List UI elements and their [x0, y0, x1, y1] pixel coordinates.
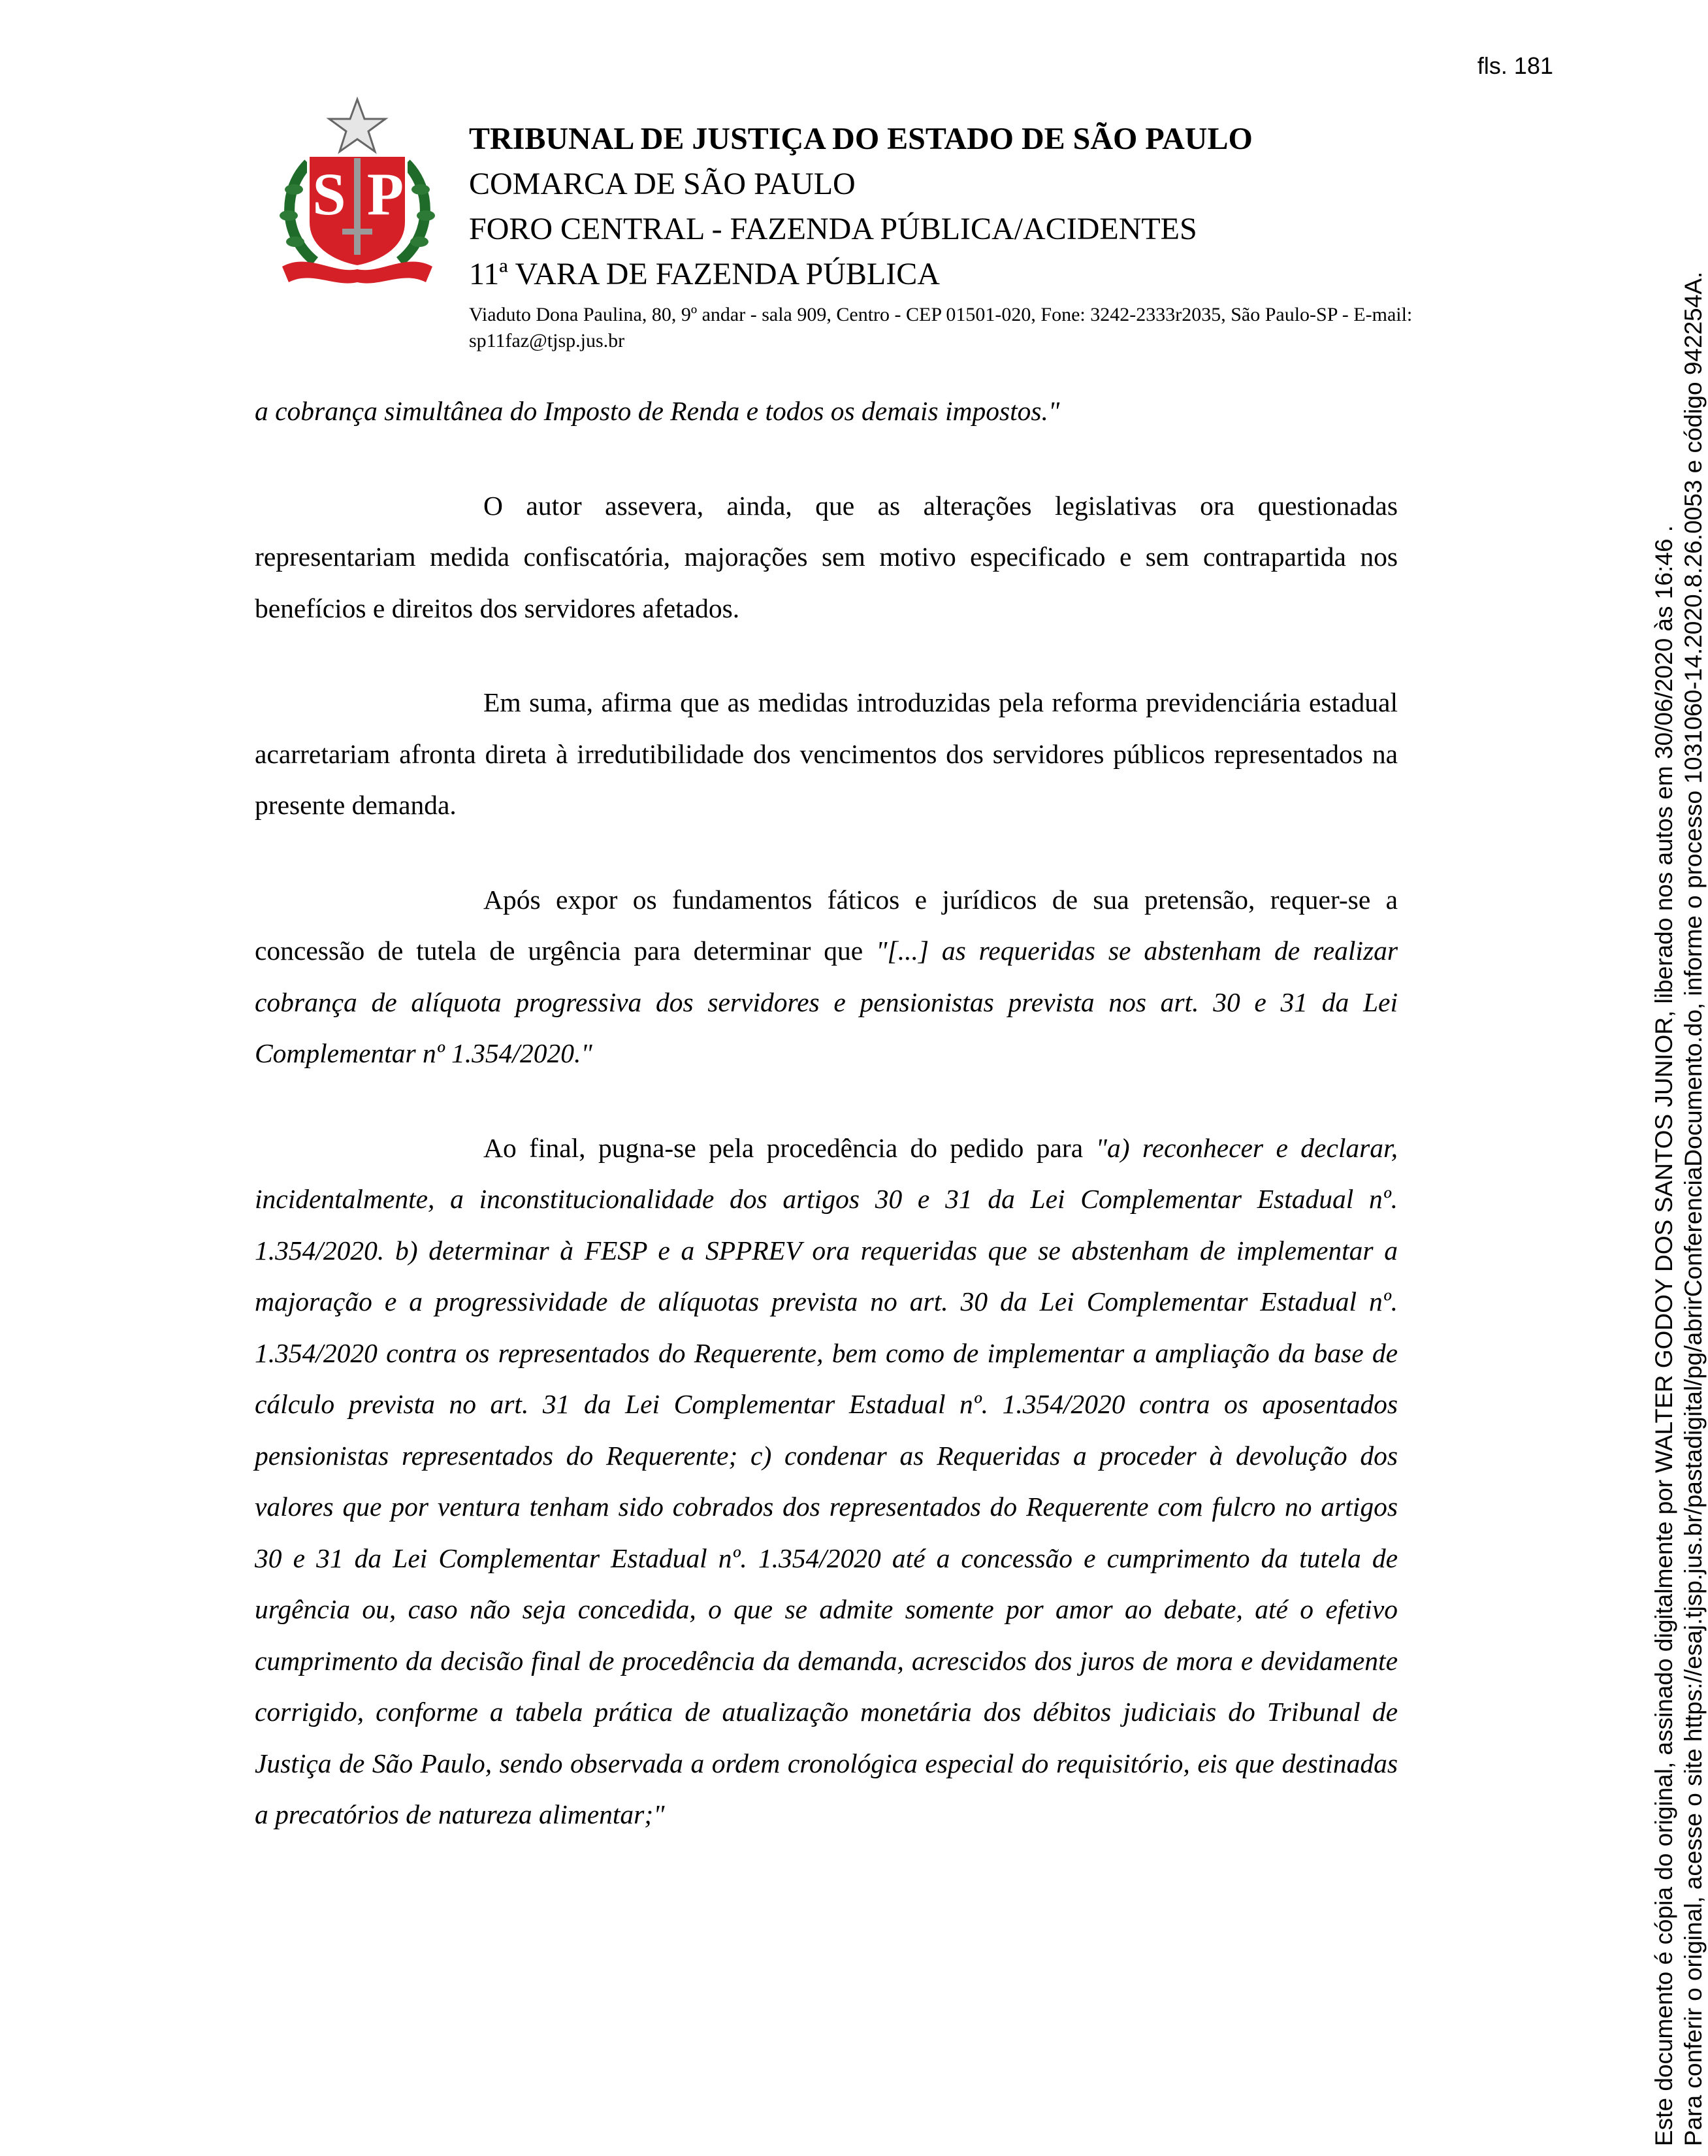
signature-note-line-1: Este documento é cópia do original, assinado digitalmente por WALTER GODOY DOS SANTOS JUNIOR, liberado nos autos em 30/06/2020 às 16:46 .	[1651, 525, 1677, 2146]
foro: FORO CENTRAL - FAZENDA PÚBLICA/ACIDENTES	[469, 212, 1197, 246]
sp-coat-of-arms-logo	[269, 98, 445, 287]
seal-star	[329, 99, 385, 152]
court-name: TRIBUNAL DE JUSTIÇA DO ESTADO DE SÃO PAULO	[469, 122, 1253, 156]
court-address: Viaduto Dona Paulina, 80, 9º andar - sala 909, Centro - CEP 01501-020, Fone: 3242-2333r2035, São Paulo-SP - E-mail: sp11faz@tjsp.jus.br	[469, 304, 1413, 351]
page-number: fls. 181	[1477, 52, 1553, 79]
document-body	[255, 385, 1398, 1840]
seal-letter-s: S	[312, 161, 346, 227]
seal-letter-p: P	[366, 161, 404, 227]
paragraph-0: a cobrança simultânea do Imposto de Renda e todos os demais impostos."	[255, 396, 1060, 426]
digital-signature-note	[1649, 186, 1708, 2146]
signature-note-line-2: Para conferir o original, acesse o site https://esaj.tjsp.jus.br/pastadigital/pg/abrirConferenciaDocumento.do, informe o processo 1031060-14.2020.8.26.0053 e código 942254A.	[1680, 271, 1707, 2146]
vara: 11ª VARA DE FAZENDA PÚBLICA	[469, 257, 940, 291]
court-header	[469, 116, 1436, 354]
paragraph-3: Após expor os fundamentos fáticos e jurídicos de sua pretensão, requer-se a concessão de tutela de urgência para determinar que "[...] as requeridas se abstenham de realizar cobrança de alíquota progressiva dos servidores e pensionistas prevista nos art. 30 e 31 da Lei Complementar nº 1.354/2020."	[255, 884, 1398, 1068]
paragraph-2: Em suma, afirma que as medidas introduzidas pela reforma previdenciária estadual acarretariam afronta direta à irredutibilidade dos vencimentos dos servidores públicos representados na presente demanda.	[255, 687, 1398, 820]
seal-sword	[354, 158, 361, 255]
paragraph-1: O autor assevera, ainda, que as alterações legislativas ora questionadas representariam medida confiscatória, majorações sem motivo especificado e sem contrapartida nos benefícios e direitos dos servidores afetados.	[255, 490, 1398, 623]
comarca: COMARCA DE SÃO PAULO	[469, 167, 856, 201]
paragraph-4: Ao final, pugna-se pela procedência do pedido para "a) reconhecer e declarar, incidentalmente, a inconstitucionalidade dos artigos 30 e 31 da Lei Complementar Estadual nº. 1.354/2020. b) determinar à FESP e a SPPREV ora requeridas que se abstenham de implementar a majoração e a progressividade de alíquotas prevista no art. 30 da Lei Complementar Estadual nº. 1.354/2020 contra os representados do Requerente, bem como de implementar a ampliação da base de cálculo prevista no art. 31 da Lei Complementar Estadual nº. 1.354/2020 contra os aposentados pensionistas representados do Requerente; c) condenar as Requeridas a proceder à devolução dos valores que por ventura tenham sido cobrados dos representados do Requerente com fulcro no artigos 30 e 31 da Lei Complementar Estadual nº. 1.354/2020 até a concessão e cumprimento da tutela de urgência ou, caso não seja concedida, o que se admite somente por amor ao debate, até o efetivo cumprimento da decisão final de procedência da demanda, acrescidos dos juros de mora e devidamente corrigido, conforme a tabela prática de atualização monetária dos débitos judiciais do Tribunal de Justiça de São Paulo, sendo observada a ordem cronológica especial do requisitório, eis que destinadas a precatórios de natureza alimentar;"	[255, 1132, 1398, 1829]
